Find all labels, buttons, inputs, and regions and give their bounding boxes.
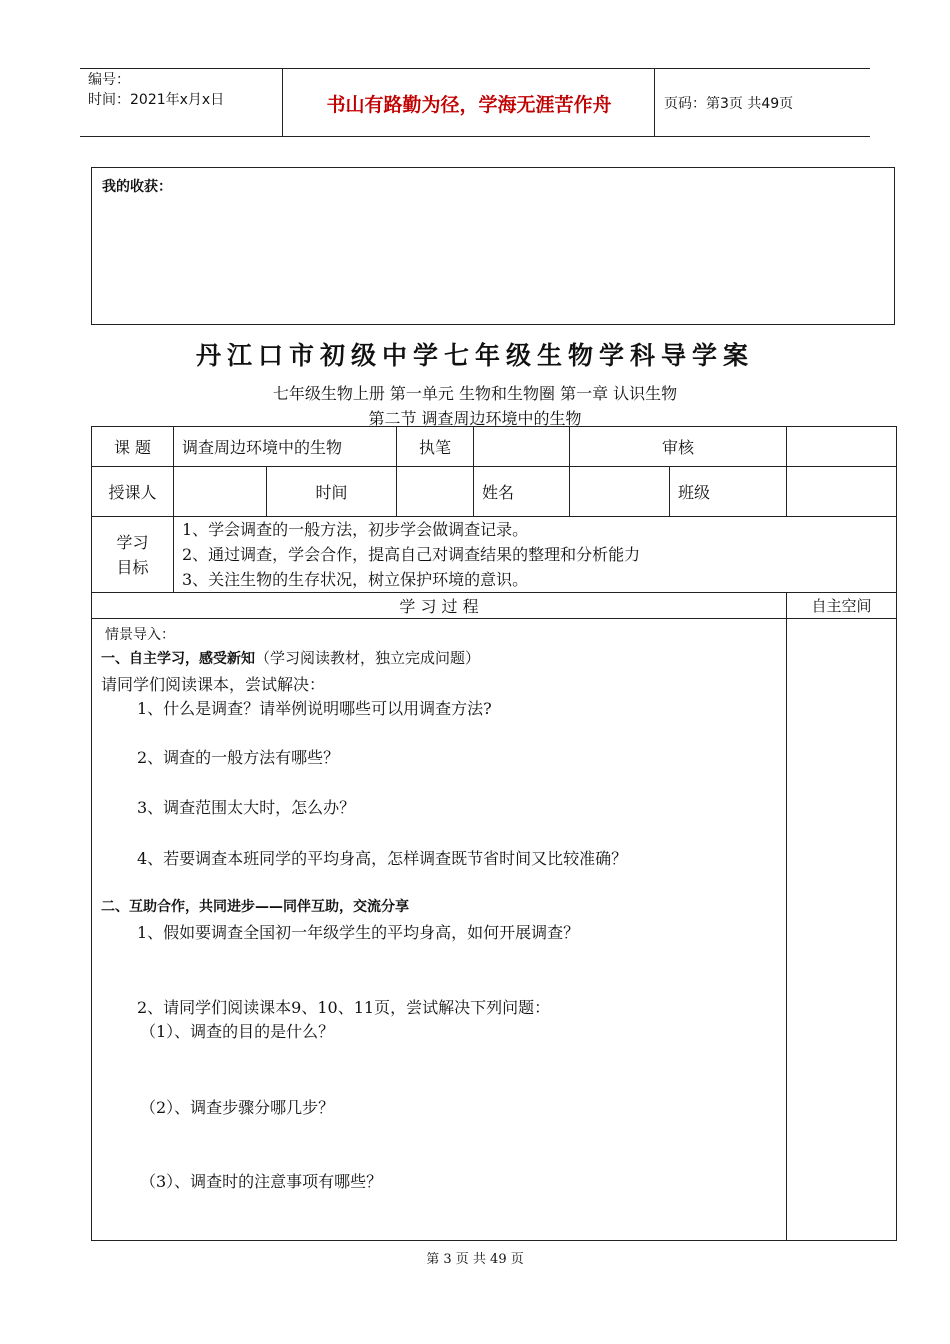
harvest-label: 我的收获： bbox=[102, 179, 172, 195]
header-motto: 书山有路勤为径，学海无涯苦作舟 bbox=[326, 94, 612, 116]
table-row bbox=[92, 427, 897, 467]
space-label: 自主空间 bbox=[787, 593, 897, 619]
page-footer: 第 3 页 共 49 页 bbox=[426, 1252, 524, 1267]
section-1-lead: 请同学们阅读课本，尝试解决： bbox=[101, 675, 326, 694]
intro-label: 情景导入： bbox=[105, 627, 175, 643]
goal-item: 2、通过调查，学会合作，提高自己对调查结果的整理和分析能力 bbox=[182, 545, 641, 564]
lesson-table bbox=[91, 426, 897, 1241]
section-2-title: 二、互助合作，共同进步——同伴互助，交流分享 bbox=[101, 899, 409, 915]
goal-item: 1、学会调查的一般方法，初步学会做调查记录。 bbox=[182, 520, 529, 539]
section-1-heading bbox=[101, 647, 480, 668]
space-content-cell[interactable] bbox=[787, 619, 897, 1241]
writer-label: 执笔 bbox=[397, 427, 474, 467]
time-value[interactable] bbox=[397, 467, 474, 517]
topic-label: 课 题 bbox=[92, 427, 174, 467]
goals-cell bbox=[174, 517, 897, 593]
section-2-subquestion-2: （2）、调查步骤分哪几步？ bbox=[140, 1098, 335, 1117]
question-1: 1、什么是调查？请举例说明哪些可以用调查方法? bbox=[137, 699, 492, 718]
goal-item: 3、关注生物的生存状况，树立保护环境的意识。 bbox=[182, 570, 529, 589]
teacher-value[interactable] bbox=[174, 467, 267, 517]
reviewer-value[interactable] bbox=[787, 427, 897, 467]
section-1-note: （学习阅读教材，独立完成问题） bbox=[255, 649, 481, 667]
number-label: 编号： bbox=[88, 72, 130, 88]
teacher-label: 授课人 bbox=[92, 467, 174, 517]
table-row bbox=[92, 467, 897, 517]
time-label: 时间 bbox=[267, 467, 397, 517]
subtitle-line-2: 第二节 调查周边环境中的生物 bbox=[368, 409, 582, 428]
subtitle-line-1: 七年级生物上册 第一单元 生物和生物圈 第一章 认识生物 bbox=[272, 384, 678, 403]
class-label: 班级 bbox=[670, 467, 787, 517]
name-label: 姓名 bbox=[474, 467, 570, 517]
header-top-rule bbox=[80, 68, 870, 69]
name-value[interactable] bbox=[570, 467, 670, 517]
harvest-box bbox=[91, 167, 895, 325]
section-2-question-2: 2、请同学们阅读课本9、10、11页，尝试解决下列问题： bbox=[137, 998, 551, 1017]
process-label: 学 习 过 程 bbox=[92, 593, 787, 619]
header-meta bbox=[88, 70, 224, 110]
question-2: 2、调查的一般方法有哪些？ bbox=[137, 748, 340, 767]
topic-value: 调查周边环境中的生物 bbox=[174, 427, 397, 467]
header-bottom-rule bbox=[80, 136, 870, 137]
time-label: 时间：2021年x月x日 bbox=[88, 92, 225, 108]
page-title: 丹江口市初级中学七年级生物学科导学案 bbox=[195, 341, 754, 370]
header-divider bbox=[282, 68, 283, 136]
header-divider bbox=[654, 68, 655, 136]
class-value[interactable] bbox=[787, 467, 897, 517]
section-2-subquestion-3: （3）、调查时的注意事项有哪些？ bbox=[140, 1172, 383, 1191]
goals-label-line: 学习 bbox=[116, 532, 149, 552]
question-3: 3、调查范围太大时，怎么办？ bbox=[137, 798, 356, 817]
reviewer-label: 审核 bbox=[570, 427, 787, 467]
header-page-info: 页码：第3页 共49页 bbox=[664, 96, 794, 112]
goals-label-line: 目标 bbox=[116, 557, 149, 577]
table-row bbox=[92, 517, 897, 593]
section-1-title: 一、自主学习，感受新知 bbox=[101, 651, 255, 667]
goals-label bbox=[92, 517, 174, 593]
writer-value[interactable] bbox=[474, 427, 570, 467]
section-2-subquestion-1: （1）、调查的目的是什么？ bbox=[140, 1022, 335, 1041]
table-row bbox=[92, 593, 897, 619]
section-2-question-1: 1、假如要调查全国初一年级学生的平均身高，如何开展调查？ bbox=[137, 923, 580, 942]
question-4: 4、若要调查本班同学的平均身高，怎样调查既节省时间又比较准确？ bbox=[137, 849, 628, 868]
